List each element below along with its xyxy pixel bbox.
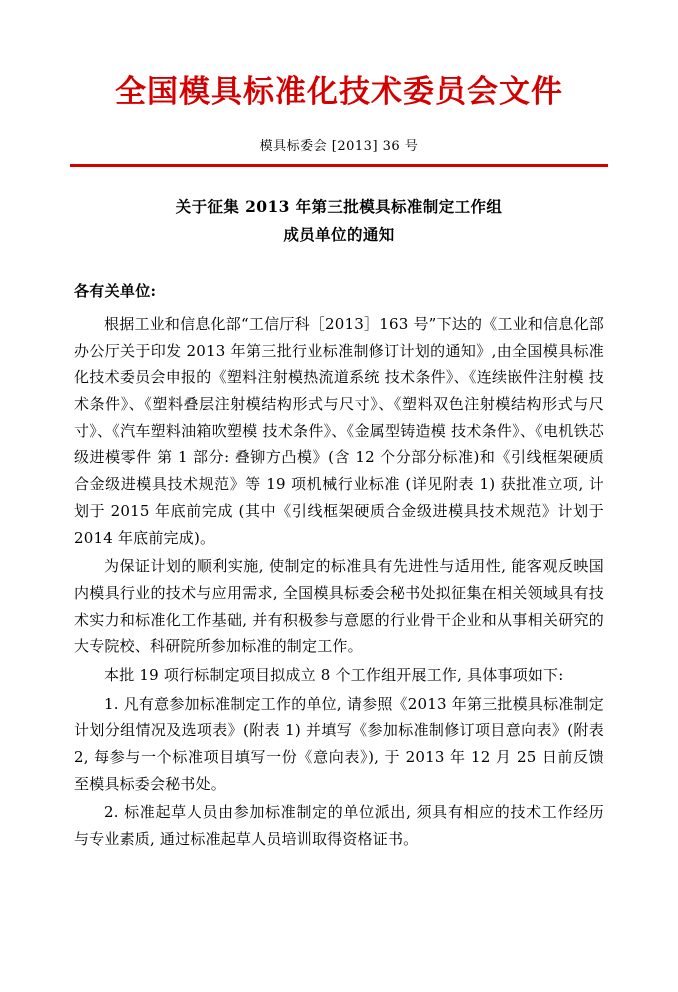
body-paragraph: 本批 19 项行标制定项目拟成立 8 个工作组开展工作, 具体事项如下:	[104, 665, 564, 684]
salutation: 各有关单位:	[74, 282, 157, 301]
document-number: 模具标委会 [2013] 36 号	[259, 139, 419, 155]
document-page	[0, 74, 678, 992]
document-title	[74, 193, 604, 250]
document-masthead: 全国模具标准化技术委员会文件	[115, 74, 563, 110]
body-paragraph: 2. 标准起草人员由参加标准制定的单位派出, 须具有相应的技术工作经历与专业素质, 通过标准起草人员培训取得资格证书。	[74, 803, 604, 849]
body-paragraph: 根据工业和信息化部“工信厅科［2013］163 号”下达的《工业和信息化部办公厅关于印发 2013 年第三批行业标准制修订计划的通知》,由全国模具标准化技术委员会申报的《塑料注射模热流道系统 技术条件》、《连续嵌件注射模 技术条件》、《塑料叠层注射模结构形式与尺寸》、《塑料双色注射模结构形式与尺寸》、《汽车塑料油箱吹塑模 技术条件》、《金属型铸造模 技术条件》、《电机铁芯级进模零件 第 1 部分: 叠铆方凸模》(含 12 个分部分标准)和《引线框架硬质合金级进模具技术规范》等 19 项机械行业标准 (详见附表 1) 获批准立项, 计划于 2015 年底前完成 (其中《引线框架硬质合金级进模具技术规范》计划于 2014 年底前完成)。	[74, 315, 604, 547]
body-paragraph: 1. 凡有意参加标准制定工作的单位, 请参照《2013 年第三批模具标准制定计划分组情况及选项表》(附表 1) 并填写《参加标准制修订项目意向表》(附表 2, 每参与一个标准项目填写一份《意向表》), 于 2013 年 12 月 25 日前反馈至模具标委会秘书处。	[74, 694, 604, 793]
document-title-line-1: 关于征集 2013 年第三批模具标准制定工作组	[175, 196, 503, 216]
document-body	[74, 311, 604, 853]
document-title-line-2: 成员单位的通知	[283, 225, 395, 245]
body-paragraph: 为保证计划的顺利实施, 使制定的标准具有先进性与适用性, 能客观反映国内模具行业的技术与应用需求, 全国模具标委会秘书处拟征集在相关领域具有技术实力和标准化工作基础, 并有积极参与意愿的行业骨干企业和从事相关研究的大专院校、科研院所参加标准的制定工作。	[74, 557, 604, 656]
red-divider-rule	[70, 164, 608, 167]
